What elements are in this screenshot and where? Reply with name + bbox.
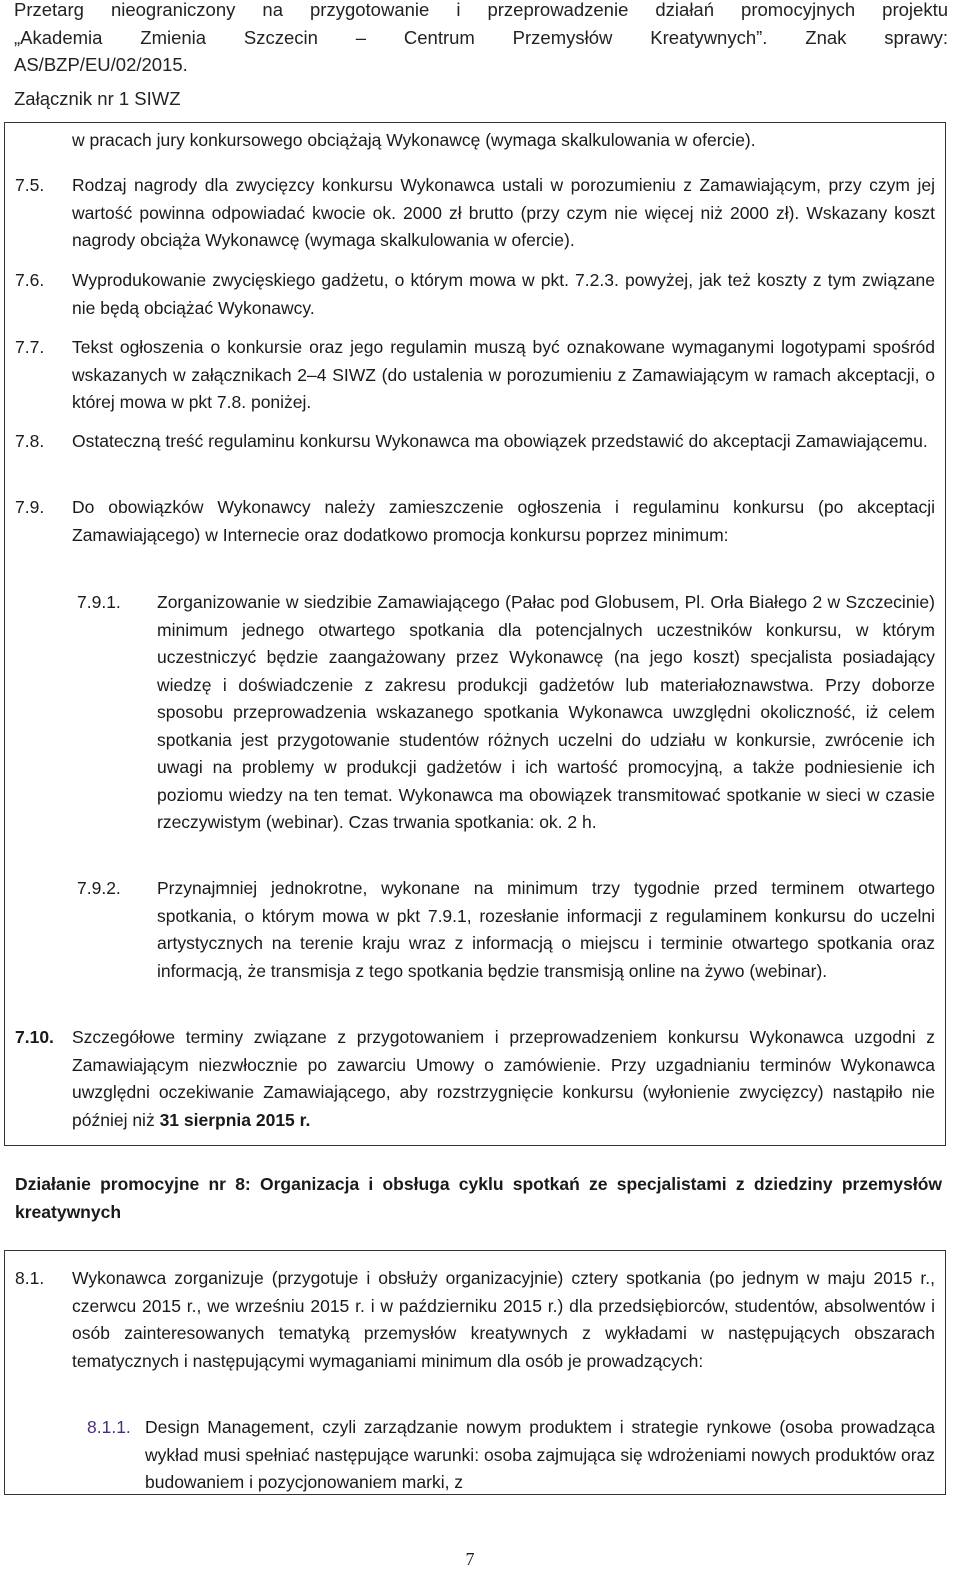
list-item-7-10 (15, 1024, 935, 1134)
item-number: 7.9.1. (77, 592, 121, 612)
item-number: 7.6. (15, 270, 45, 290)
header-line-2: „Akademia Zmienia Szczecin – Centrum Przemysłów Kreatywnych”. Znak sprawy: (14, 26, 948, 48)
annex-label: Załącznik nr 1 SIWZ (14, 87, 181, 109)
list-item-8-1-1 (15, 1414, 935, 1497)
list-item-8-1 (15, 1265, 935, 1375)
list-item-7-9 (15, 494, 935, 549)
item-text: Ostateczną treść regulaminu konkursu Wykonawca ma obowiązek przedstawić do akceptacji Zamawiającemu. (72, 431, 928, 451)
list-item-7-9-1 (15, 589, 935, 837)
list-item-7-8 (15, 428, 935, 456)
item-text-main: Szczegółowe terminy związane z przygotowaniem i przeprowadzeniem konkursu Wykonawca uzgodni z Zamawiającym niezwłocznie po zawarciu Umowy o zamówienie. Przy uzgadnianiu terminów Wykonawca uwzględni oczekiwanie Zamawiającego, aby rozstrzygnięcie konkursu (wyłonienie zwycięzcy) nastąpiło nie później niż (72, 1027, 935, 1130)
deadline-date: 31 sierpnia 2015 r. (159, 1109, 311, 1130)
page-number: 7 (465, 1549, 475, 1569)
requirements-box-section-8 (4, 1250, 946, 1495)
item-number: 7.10. (15, 1027, 54, 1047)
document-header (14, 0, 948, 112)
item-text: Rodzaj nagrody dla zwycięzcy konkursu Wykonawca ustali w porozumieniu z Zamawiającym, przy czym jej wartość powinna odpowiadać kwocie ok. 2000 zł brutto (przy czym nie więcej niż 2000 zł). Wskazany koszt nagrody obciąża Wykonawcę (wymaga skalkulowania w ofercie). (72, 175, 935, 250)
list-item-7-6 (15, 267, 935, 322)
list-item-7-7 (15, 334, 935, 417)
list-item-7-9-2 (15, 875, 935, 985)
section-title-action-8: Działanie promocyjne nr 8: Organizacja i obsługa cyklu spotkań ze specjalistami z dziedziny przemysłów kreatywnych (15, 1174, 942, 1222)
item-number: 7.9.2. (77, 878, 121, 898)
item-text: Design Management, czyli zarządzanie nowym produktem i strategie rynkowe (osoba prowadząca wykład musi spełniać następujące warunki: osoba zajmująca się wdrożeniami nowych produktów oraz budowaniem i pozycjonowaniem marki, z (145, 1417, 935, 1492)
list-item-7-5 (15, 172, 935, 255)
item-number: 8.1. (15, 1268, 45, 1288)
item-text: Wykonawca zorganizuje (przygotuje i obsłuży organizacyjnie) cztery spotkania (po jednym w maju 2015 r., czerwcu 2015 r., we wrześniu 2015 r. i w październiku 2015 r.) dla przedsiębiorców, studentów, absolwentów i osób zainteresowanych tematyką przemysłów kreatywnych z wykładami w następujących obszarach tematycznych i następującymi wymaganiami minimum dla osób je prowadzących: (72, 1268, 935, 1371)
header-line-1: Przetarg nieograniczony na przygotowanie i przeprowadzenie działań promocyjnych projektu (14, 0, 948, 20)
item-text: Przynajmniej jednokrotne, wykonane na minimum trzy tygodnie przed terminem otwartego spotkania, o którym mowa w pkt 7.9.1, rozesłanie informacji z regulaminem konkursu do uczelni artystycznych na terenie kraju wraz z informacją o miejscu i terminie otwartego spotkania oraz informacją, że transmisja z tego spotkania będzie transmisją online na żywo (webinar). (157, 878, 935, 981)
item-text: Tekst ogłoszenia o konkursie oraz jego regulamin muszą być oznakowane wymaganymi logotypami spośród wskazanych w załącznikach 2–4 SIWZ (do ustalenia w porozumieniu z Zamawiającym w ramach akceptacji, o której mowa w pkt 7.8. poniżej. (72, 337, 935, 412)
item-number: 7.8. (15, 431, 45, 451)
header-line-3: AS/BZP/EU/02/2015. (14, 54, 188, 75)
item-number: 7.5. (15, 175, 45, 195)
item-number: 7.9. (15, 497, 45, 517)
continuation-text: w pracach jury konkursowego obciążają Wykonawcę (wymaga skalkulowania w ofercie). (72, 130, 756, 150)
item-text: Do obowiązków Wykonawcy należy zamieszczenie ogłoszenia i regulaminu konkursu (po akceptacji Zamawiającego) w Internecie oraz dodatkowo promocja konkursu poprzez minimum: (72, 497, 935, 545)
item-text: Wyprodukowanie zwycięskiego gadżetu, o którym mowa w pkt. 7.2.3. powyżej, jak też koszty z tym związane nie będą obciążać Wykonawcy. (72, 270, 935, 318)
item-text (72, 1024, 935, 1134)
item-text: Zorganizowanie w siedzibie Zamawiającego (Pałac pod Globusem, Pl. Orła Białego 2 w Szczecinie) minimum jednego otwartego spotkania dla potencjalnych uczestników konkursu, w którym uczestniczyć będzie zaangażowany przez Wykonawcę (na jego koszt) specjalista posiadający wiedzę i doświadczenie z zakresu produkcji gadżetów lub materiałoznawstwa. Przy doborze sposobu przeprowadzenia wskazanego spotkania Wykonawca uwzględni okoliczność, iż celem spotkania jest przygotowanie studentów różnych uczelni do udziału w konkursie, zwrócenie ich uwagi na problemy w produkcji gadżetów i ich wartość promocyjną, a także podniesienie ich poziomu wiedzy na ten temat. Wykonawca ma obowiązek transmitować spotkanie w sieci w czasie rzeczywistym (webinar). Czas trwania spotkania: ok. 2 h. (157, 592, 935, 832)
item-number: 8.1.1. (87, 1417, 131, 1437)
requirements-box-section-7 (4, 122, 946, 1146)
item-number: 7.7. (15, 337, 45, 357)
